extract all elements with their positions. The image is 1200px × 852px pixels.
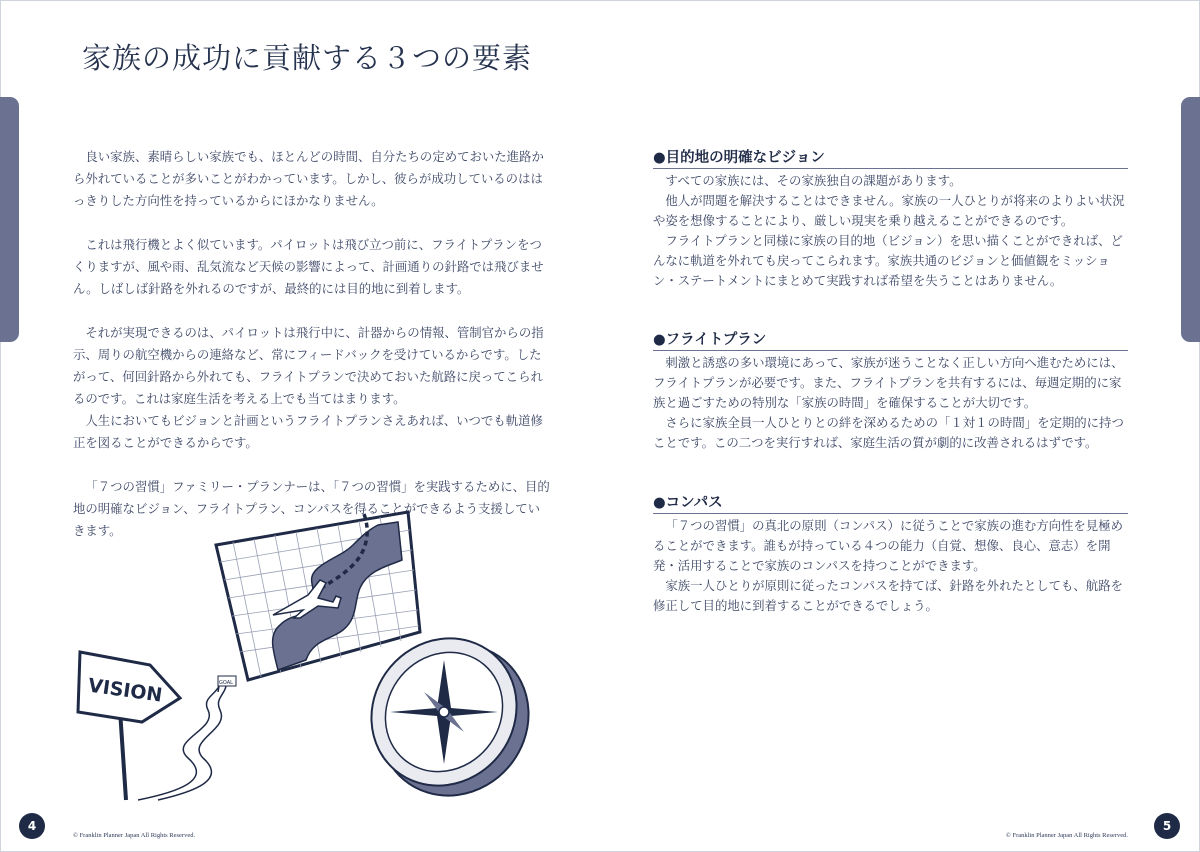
life-paragraph: 人生においてもビジョンと計画というフライトプランさえあれば、いつでも軌道修正を図ることができるからです。 [73, 413, 543, 450]
section-paragraph: 家族一人ひとりが原則に従ったコンパスを持てば、針路を外れたとしても、航路を修正して目的地に到着することができるでしょう。 [653, 578, 1123, 613]
feedback-paragraph: それが実現できるのは、パイロットは飛行中に、計器からの情報、管制官からの指示、周りの航空機からの連絡など、常にフィードバックを受けているからです。したがって、何回針路から外れても、フライトプランで決めておいた航路に戻ってこられるのです。これは家庭生活を考える上でも当てはまります。 [73, 325, 544, 406]
section-paragraph: すべての家族には、その家族独自の課題があります。 [665, 173, 962, 188]
section-paragraph: 刺激と誘惑の多い環境にあって、家族が迷うことなく正しい方向へ進むためには、フライトプランが必要です。また、フライトプランを共有するには、毎週定期的に家族と過ごすための特別な「家族の時間」を確保することが大切です。 [653, 355, 1124, 410]
section-paragraph: 他人が問題を解決することはできません。家族の一人ひとりが将来のよりよい状況や姿を想像することにより、厳しい現実を乗り越えることができるのです。 [653, 193, 1125, 228]
copyright-left: © Franklin Planner Japan All Rights Reserved. [73, 832, 196, 839]
intro-paragraph: 良い家族、素晴らしい家族でも、ほとんどの時間、自分たちの定めておいた進路から外れていることが多いことがわかっています。しかし、彼らが成功しているのははっきりした方向性を持っているからにほかなりません。 [73, 149, 544, 208]
illustration [68, 500, 548, 810]
vision-sign-text: VISION [86, 674, 164, 707]
section-heading: ●目的地の明確なビジョン [653, 146, 1128, 169]
page-title: 家族の成功に貢献する３つの要素 [82, 41, 533, 75]
section-paragraph: さらに家族全員一人ひとりとの絆を深めるための「１対１の時間」を定期的に持つことです。この二つを実行すれば、家庭生活の質が劇的に改善されるはずです。 [653, 415, 1124, 450]
page-number-right: 5 [1154, 813, 1180, 839]
section-heading: ●コンパス [653, 491, 1128, 514]
right-side-tab [1181, 97, 1200, 342]
section-vision [653, 146, 1128, 291]
section-heading: ●フライトプラン [653, 328, 1128, 351]
section-paragraph: フライトプランと同様に家族の目的地（ビジョン）を思い描くことができれば、どんなに軌道を外れても戻ってこられます。家族共通のビジョンと価値観をミッション・ステートメントにまとめて実践すれば希望を失うことはありません。 [653, 233, 1123, 288]
left-side-tab [0, 97, 19, 342]
section-compass [653, 491, 1128, 616]
section-paragraph: 「７つの習慣」の真北の原則（コンパス）に従うことで家族の進む方向性を見極めることができます。誰もが持っている４つの能力（自覚、想像、良心、意志）を開発・活用することで家族のコンパスを持つことができます。 [653, 518, 1123, 573]
section-flightplan [653, 328, 1128, 453]
vision-sign [78, 652, 180, 800]
map-illustration [216, 512, 420, 680]
goal-flag-text: GOAL [219, 680, 233, 686]
planner-paragraph: 「７つの習慣」ファミリー・プランナーは、「７つの習慣」を実践するために、目的地の明確なビジョン、フライトプラン、コンパスを得ることができるよう支援していきます。 [73, 479, 550, 538]
copyright-right: © Franklin Planner Japan All Rights Reserved. [1005, 832, 1128, 839]
page-number-left: 4 [19, 813, 45, 839]
airplane-paragraph: これは飛行機とよく似ています。パイロットは飛び立つ前に、フライトプランをつくりますが、風や雨、乱気流など天候の影響によって、計画通りの針路では飛びません。しばしば針路を外れるのですが、最終的には目的地に到着します。 [73, 237, 544, 296]
